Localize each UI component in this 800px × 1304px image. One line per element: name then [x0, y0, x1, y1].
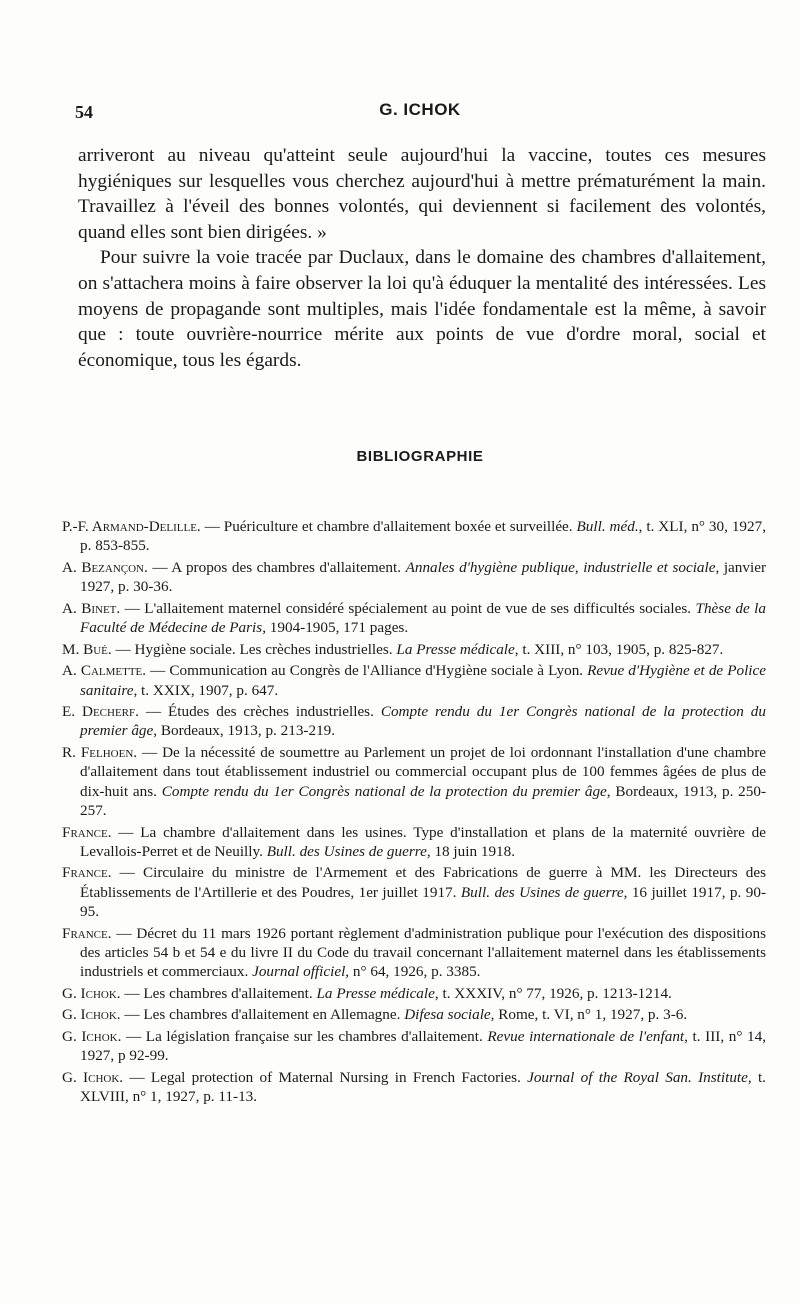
bib-text: — Les chambres d'allaitement en Allemagne. [120, 1006, 405, 1024]
bib-author: A. Calmette. [62, 662, 147, 680]
bib-text: — De la nécessité de soumettre au Parlement un projet de loi ordonnant l'installation d'une chambre d'allaitement dans tout établissement industriel ou commercial occupant plus de 100 femmes âgées de plus de dix-huit ans. [80, 744, 766, 800]
page-header [75, 100, 765, 130]
bib-text: — L'allaitement maternel considéré spécialement au point de vue de ses difficultés sociales. [120, 599, 696, 617]
bib-author: G. Ichok. [62, 1068, 124, 1086]
bib-author: M. Bué. [62, 640, 112, 658]
bib-text: — La chambre d'allaitement dans les usines. Type d'installation et plans de la maternité ouvrière de Levallois-Perret et de Neuilly. [80, 823, 766, 860]
bib-author: G. Ichok. [62, 1027, 122, 1045]
bib-title: Bull. des Usines de guerre [266, 842, 427, 860]
bibliography-entry [62, 984, 766, 1003]
body-paragraph: arriveront au niveau qu'atteint seule aujourd'hui la vaccine, toutes ces mesures hygiéniques sur lesquelles vous cherchez aujourd'hui à mettre prématurément la main. Travaillez à l'éveil des bonnes volontés, qui deviennent si facilement des volontés, quand elles sont bien dirigées. » [78, 145, 766, 243]
bib-details: , n° 64, 1926, p. 3385. [345, 963, 481, 981]
bib-details: , t. XXIX, 1907, p. 647. [133, 681, 279, 699]
bib-author: A. Binet. [62, 599, 121, 617]
bib-details: , 16 juillet 1917, p. 90-95. [80, 883, 766, 921]
bibliography-entry [62, 823, 766, 862]
bibliography-entry [62, 558, 766, 597]
bibliography-list [62, 517, 766, 1109]
body-text [78, 143, 766, 373]
bib-author: France. [62, 924, 112, 942]
bib-text: — Hygiène sociale. Les crèches industrielles. [111, 640, 397, 658]
bibliography-entry [62, 1068, 766, 1107]
bib-author: R. Felhoen. [62, 744, 138, 762]
bib-text: — Études des crèches industrielles. [138, 703, 381, 721]
bib-text: — Communication au Congrès de l'Alliance d'Hygiène sociale à Lyon. [146, 662, 588, 680]
bib-details: , t. III, n° 14, 1927, p 92-99. [80, 1027, 767, 1065]
bib-title: Journal of the Royal San. Institute [527, 1068, 748, 1086]
bib-author: France. [62, 823, 112, 841]
bib-title: Thèse de la Faculté de Médecine de Paris [80, 599, 766, 637]
bib-author: G. Ichok. [62, 984, 121, 1002]
bib-title: Journal officiel [252, 963, 346, 981]
bib-title: Revue internationale de l'enfant [487, 1027, 685, 1045]
bib-text: — Circulaire du ministre de l'Armement et des Fabrications de guerre à MM. les Directeurs des Établissements de l'Artillerie et des Poudres, 1er juillet 1917. [80, 864, 766, 901]
bib-text: — La législation française sur les chambres d'allaitement. [121, 1027, 488, 1045]
bib-details: , t. XLI, n° 30, 1927, p. 853-855. [80, 518, 766, 555]
bibliography-entry [62, 661, 766, 700]
bib-details: , t. XXXIV, n° 77, 1926, p. 1213-1214. [434, 984, 672, 1002]
bib-title: Annales d'hygiène publique, industrielle et sociale [405, 558, 716, 576]
body-paragraph: Pour suivre la voie tracée par Duclaux, dans le domaine des chambres d'allaitement, on s'attachera moins à faire observer la loi qu'à éduquer la mentalité des intéressées. Les moyens de propagande sont multiples, mais l'idée fondamentale est la même, à savoir que : toute ouvrière-nourrice mérite aux points de vue d'ordre moral, social et économique, tous les égards. [78, 247, 766, 371]
bib-text: — A propos des chambres d'allaitement. [147, 558, 406, 576]
bib-title: La Presse médicale [396, 640, 515, 658]
bib-text: — Legal protection of Maternal Nursing in French Factories. [123, 1068, 528, 1086]
bibliography-entry [62, 1027, 766, 1066]
bibliography-entry [62, 743, 766, 820]
bib-text: — Les chambres d'allaitement. [120, 984, 317, 1002]
running-head: G. ICHOK [379, 100, 461, 119]
bibliography-entry [62, 640, 766, 659]
bib-title: Difesa sociale [404, 1006, 491, 1024]
bib-details: , 18 juin 1918. [426, 842, 516, 860]
bib-details: , janvier 1927, p. 30-36. [80, 558, 767, 596]
bib-details: , t. XLVIII, n° 1, 1927, p. 11-13. [80, 1068, 766, 1106]
bibliography-entry [62, 1005, 766, 1024]
bibliography-entry [62, 702, 766, 741]
bibliography-entry [62, 863, 766, 921]
bib-text: — Décret du 11 mars 1926 portant règlement d'administration publique pour l'exécution des dispositions des articles 54 b et 54 e du livre II du Code du travail concernant l'allaitement maternel dans les établissements industriels et commerciaux. [80, 924, 766, 981]
bib-details: , t. XIII, n° 103, 1905, p. 825-827. [514, 640, 724, 658]
bib-details: , Bordeaux, 1913, p. 250-257. [80, 782, 767, 819]
bib-details: , Bordeaux, 1913, p. 213-219. [153, 722, 336, 740]
bibliography-entry [62, 517, 766, 556]
bib-author: E. Decherf. [62, 703, 139, 721]
bib-title: Bull. des Usines de guerre [460, 883, 624, 901]
bib-details: , Rome, t. VI, n° 1, 1927, p. 3-6. [490, 1006, 688, 1024]
bib-title: Compte rendu du 1er Congrès national de la protection du premier âge [161, 782, 607, 800]
bib-title: Revue d'Hygiène et de Police sanitaire [80, 662, 767, 699]
bibliography-entry [62, 599, 766, 638]
section-heading: BIBLIOGRAPHIE [356, 448, 484, 465]
bib-text: — Puériculture et chambre d'allaitement boxée et surveillée. [200, 518, 577, 535]
bib-author: A. Bezançon. [62, 558, 148, 576]
bib-author: G. Ichok. [62, 1006, 121, 1024]
bib-title: Bull. méd. [576, 518, 639, 535]
bib-title: La Presse médicale [316, 984, 435, 1002]
page-number: 54 [75, 102, 93, 122]
bib-author: France. [62, 864, 112, 882]
bib-author: P.-F. Armand-Delille. [62, 518, 201, 535]
bib-details: , 1904-1905, 171 pages. [262, 619, 409, 637]
bib-title: Compte rendu du 1er Congrès national de la protection du premier âge [80, 703, 766, 740]
bibliography-entry [62, 924, 766, 982]
